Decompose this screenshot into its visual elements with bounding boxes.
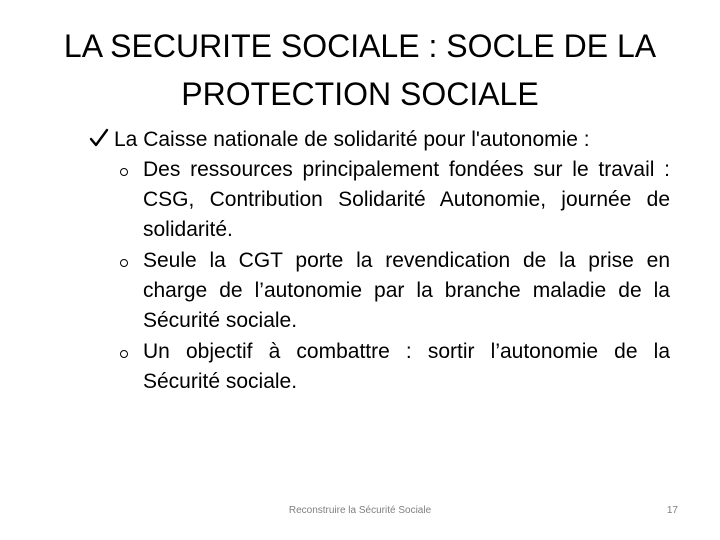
slide-content	[0, 126, 720, 397]
sub-bullet-item	[143, 337, 670, 397]
sub-bullet-list	[0, 155, 720, 397]
hollow-circle-icon	[120, 350, 128, 358]
hollow-circle-icon	[120, 259, 128, 267]
hollow-circle-icon	[120, 168, 128, 176]
footer-text: Reconstruire la Sécurité Sociale	[288, 505, 432, 516]
main-bullet-text: La Caisse nationale de solidarité pour l'autonomie :	[114, 128, 590, 151]
slide-title: LA SECURITE SOCIALE : SOCLE DE LA PROTECTION SOCIALE	[63, 28, 657, 112]
sub-bullet-item	[143, 155, 670, 245]
sub-bullet-text: Des ressources principalement fondées sur le travail : CSG, Contribution Solidarité Autonomie, journée de solidarité.	[143, 158, 670, 241]
checkmark-icon	[89, 127, 109, 149]
page-number: 17	[666, 505, 678, 516]
main-bullet	[114, 126, 670, 154]
sub-bullet-item	[143, 246, 670, 336]
sub-bullet-text: Seule la CGT porte la revendication de la prise en charge de l’autonomie par la branche maladie de la Sécurité sociale.	[143, 249, 670, 332]
sub-bullet-text: Un objectif à combattre : sortir l’autonomie de la Sécurité sociale.	[143, 340, 670, 393]
